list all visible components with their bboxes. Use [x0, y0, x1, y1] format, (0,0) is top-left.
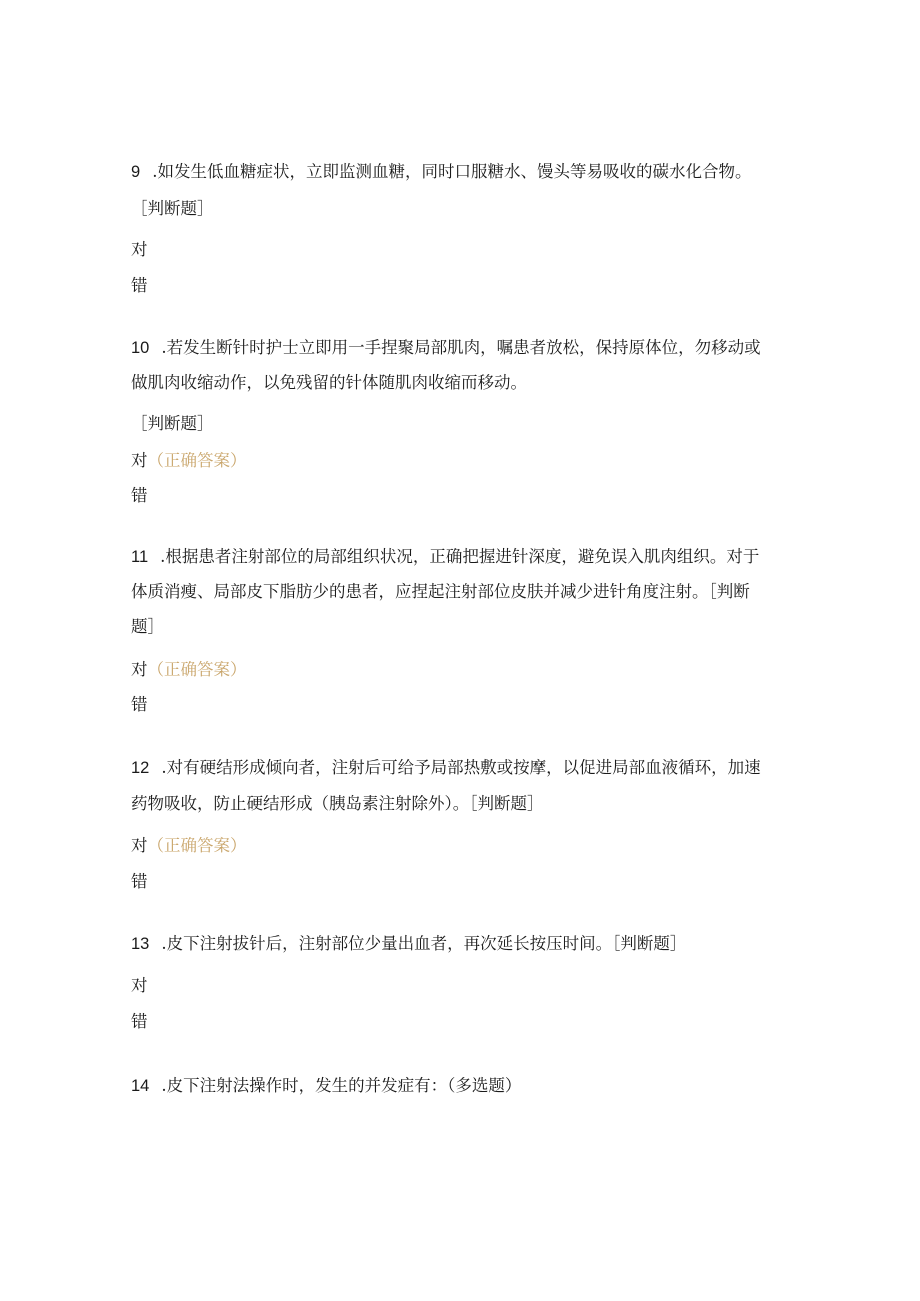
option-label: 错	[131, 486, 148, 505]
option-label: 错	[131, 276, 148, 295]
answer-tag: （正确答案）	[147, 836, 247, 855]
question-text: 对有硬结形成倾向者，注射后可给予局部热敷或按摩，以促进局部血液循环，加速	[166, 758, 761, 777]
question-13-option-false[interactable]	[131, 1012, 791, 1032]
question-text: 皮下注射拔针后，注射部位少量出血者，再次延长按压时间。［判断题］	[166, 934, 687, 953]
question-10-line-1: 10 .若发生断针时护士立即用一手捏聚局部肌肉，嘱患者放松，保持原体位，勿移动或	[131, 338, 761, 357]
question-14-line-1: 14 .皮下注射法操作时，发生的并发症有：（多选题）	[131, 1076, 522, 1095]
question-number: 13	[131, 935, 150, 953]
question-13-line-1: 13 .皮下注射拔针后，注射部位少量出血者，再次延长按压时间。［判断题］	[131, 934, 687, 953]
question-10-option-false[interactable]	[131, 486, 791, 506]
question-11-option-false[interactable]	[131, 695, 791, 715]
answer-tag: （正确答案）	[147, 660, 247, 679]
option-label: 错	[131, 872, 148, 891]
question-11-line-2: 体质消瘦、局部皮下脂肪少的患者，应捏起注射部位皮肤并减少进针角度注射。［判断	[131, 582, 750, 601]
question-text: 根据患者注射部位的局部组织状况，正确把握进针深度，避免误入肌肉组织。对于	[165, 547, 760, 566]
question-12-option-true[interactable]	[131, 836, 791, 856]
question-12-line-1: 12 .对有硬结形成倾向者，注射后可给予局部热敷或按摩，以促进局部血液循环，加速	[131, 758, 761, 777]
option-label: 对	[131, 836, 148, 855]
question-text: 若发生断针时护士立即用一手捏聚局部肌肉，嘱患者放松，保持原体位，勿移动或	[166, 338, 761, 357]
question-10-type: ［判断题］	[131, 414, 214, 433]
question-9-option-false[interactable]	[131, 276, 791, 296]
option-label: 错	[131, 695, 148, 714]
option-label: 对	[131, 451, 148, 470]
option-label: 对	[131, 976, 148, 995]
question-12-line-2: 药物吸收，防止硬结形成（胰岛素注射除外）。［判断题］	[131, 794, 544, 813]
option-label: 错	[131, 1012, 148, 1031]
question-number: 9	[131, 163, 141, 181]
question-9-option-true[interactable]	[131, 240, 791, 260]
question-11-line-1: 11 .根据患者注射部位的局部组织状况，正确把握进针深度，避免误入肌肉组织。对于	[131, 547, 760, 566]
question-13-option-true[interactable]	[131, 976, 791, 996]
question-11-option-true[interactable]	[131, 660, 791, 680]
question-10-option-true[interactable]	[131, 451, 791, 471]
question-9-type: ［判断题］	[131, 199, 214, 218]
question-11-line-3: 题］	[131, 617, 164, 636]
question-text: 如发生低血糖症状，立即监测血糖，同时口服糖水、馒头等易吸收的碳水化合物。	[157, 162, 752, 181]
question-number: 11	[131, 548, 149, 566]
question-text: 皮下注射法操作时，发生的并发症有：（多选题）	[166, 1076, 522, 1095]
question-12-option-false[interactable]	[131, 872, 791, 892]
question-10-line-2: 做肌肉收缩动作，以免残留的针体随肌肉收缩而移动。	[131, 373, 527, 392]
answer-tag: （正确答案）	[147, 451, 247, 470]
option-label: 对	[131, 240, 148, 259]
question-9-line-1: 9 .如发生低血糖症状，立即监测血糖，同时口服糖水、馒头等易吸收的碳水化合物。	[131, 162, 752, 181]
question-number: 12	[131, 759, 150, 777]
option-label: 对	[131, 660, 148, 679]
question-number: 10	[131, 339, 150, 357]
question-number: 14	[131, 1077, 150, 1095]
